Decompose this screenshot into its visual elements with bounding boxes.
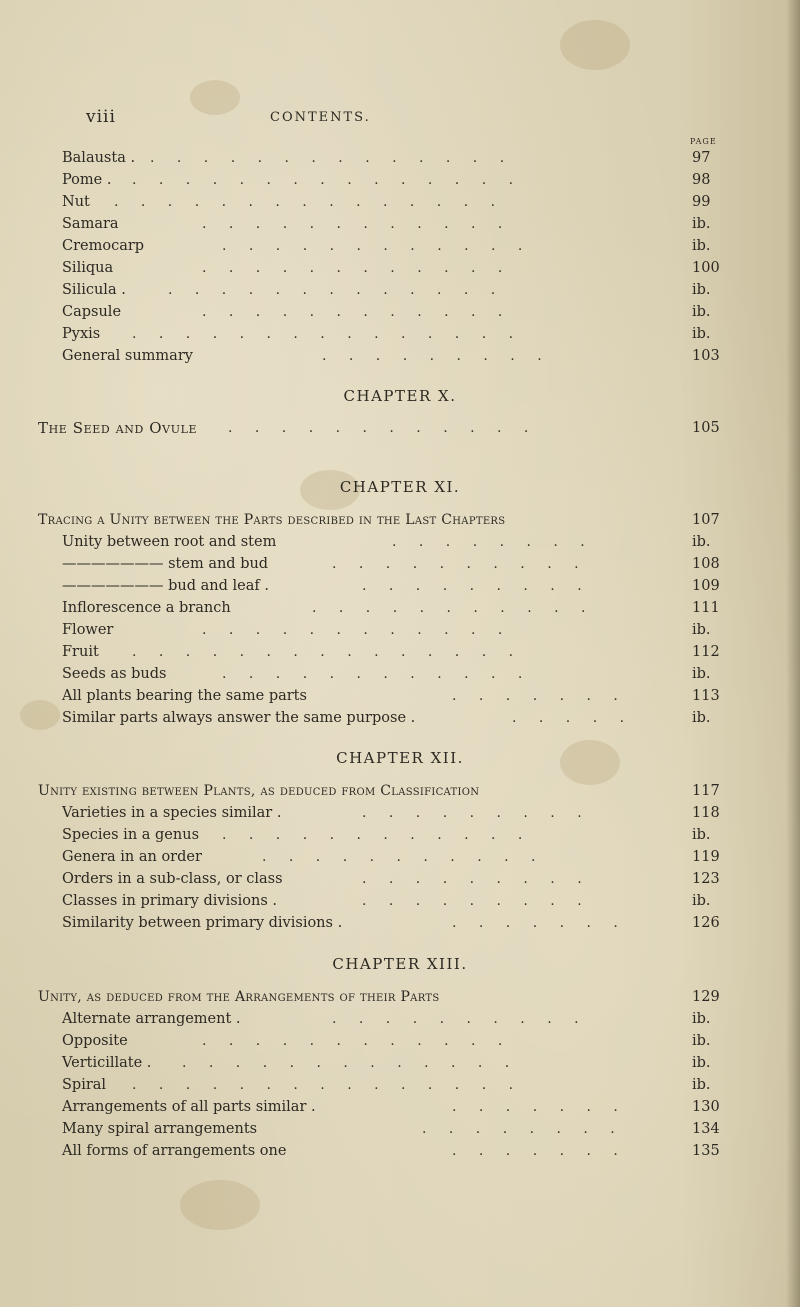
entry-page: ib. — [692, 1011, 711, 1027]
entry-page: 126 — [692, 915, 720, 931]
entry-page: 113 — [692, 688, 720, 704]
entry-page: 111 — [692, 600, 720, 616]
entry-page: ib. — [692, 238, 711, 254]
entry-label: Cremocarp — [62, 238, 145, 254]
leader-dots: . . . . . . . . . . . . . . . — [132, 172, 523, 188]
entry-page: ib. — [692, 1077, 711, 1093]
entry-page: ib. — [692, 326, 711, 342]
entry-label: Verticillate . — [62, 1055, 152, 1071]
running-title: CONTENTS. — [270, 110, 371, 125]
leader-dots: . . . . . . . . . — [362, 805, 591, 821]
entry-page: 135 — [692, 1143, 720, 1159]
entry-label: Fruit — [62, 644, 99, 660]
entry-label: Unity between root and stem — [62, 534, 277, 550]
entry-page: 119 — [692, 849, 720, 865]
leader-dots: . . . . . — [512, 710, 634, 726]
leader-dots: . . . . . . . . . . . . — [202, 260, 512, 276]
leader-dots: . . . . . . . . . . . . — [202, 304, 512, 320]
entry-label: Siliqua — [62, 260, 114, 276]
page-column-label: PAGE — [690, 137, 717, 146]
toc-entry — [62, 1119, 762, 1139]
toc-entry — [62, 1075, 762, 1095]
toc-entry — [62, 1097, 762, 1117]
entry-label: Nut — [62, 194, 90, 210]
entry-page: 109 — [692, 578, 720, 594]
toc-entry — [62, 803, 762, 823]
entry-label: Many spiral arrangements — [62, 1121, 258, 1137]
leader-dots: . . . . . . . . . . — [332, 556, 588, 572]
entry-page: ib. — [692, 710, 711, 726]
toc-entry — [62, 1031, 762, 1051]
foxing-spot — [180, 1180, 260, 1230]
leader-dots: . . . . . . . . . . . . — [222, 666, 532, 682]
chapter-heading: CHAPTER X. — [343, 387, 457, 405]
chapter-page: 107 — [692, 512, 720, 528]
leader-dots: . . . . . . . — [452, 1143, 627, 1159]
chapter-page: 117 — [692, 783, 720, 799]
entry-label: Flower — [62, 622, 114, 638]
toc-entry — [62, 192, 762, 212]
toc-entry — [62, 324, 762, 344]
leader-row — [38, 418, 778, 438]
toc-entry — [62, 620, 762, 640]
leader-dots: . . . . . . . — [452, 688, 627, 704]
chapter-heading: CHAPTER XIII. — [332, 955, 468, 973]
chapter-heading: CHAPTER XII. — [336, 749, 464, 767]
leader-dots: . . . . . . . . . . . . . . . — [132, 326, 523, 342]
entry-page: 112 — [692, 644, 720, 660]
entry-page: ib. — [692, 534, 711, 550]
toc-entry — [62, 1141, 762, 1161]
entry-label: All plants bearing the same parts — [62, 688, 307, 704]
entry-label: Inflorescence a branch — [62, 600, 231, 616]
toc-entry — [62, 598, 762, 618]
entry-label: ——————— stem and bud — [62, 556, 269, 572]
entry-label: Alternate arrangement . — [62, 1011, 241, 1027]
entry-label: Classes in primary divisions . — [62, 893, 278, 909]
page-edge-shadow — [786, 0, 800, 1307]
leader-dots: . . . . . . . . . . . . . — [168, 282, 505, 298]
leader-dots: . . . . . . . . . — [362, 871, 591, 887]
entry-page: 108 — [692, 556, 720, 572]
entry-page: ib. — [692, 1055, 711, 1071]
entry-label: Samara — [62, 216, 119, 232]
entry-label: Similar parts always answer the same purpose . — [62, 710, 416, 726]
toc-entry — [62, 236, 762, 256]
leader-dots: . . . . . . . . . . . . — [202, 216, 512, 232]
entry-page: 118 — [692, 805, 720, 821]
entry-page: ib. — [692, 666, 711, 682]
toc-entry — [62, 214, 762, 234]
leader-dots: . . . . . . . — [452, 1099, 627, 1115]
entry-label: Species in a genus — [62, 827, 200, 843]
entry-page: 98 — [692, 172, 711, 188]
toc-entry — [62, 554, 762, 574]
leader-dots: . . . . . . . . . . . . — [222, 827, 532, 843]
entry-label: Pome . — [62, 172, 112, 188]
foxing-spot — [560, 20, 630, 70]
leader-dots: . . . . . . . . . . . . . . . — [132, 1077, 523, 1093]
entry-page: ib. — [692, 304, 711, 320]
leader-dots: . . . . . . . . . . . . — [228, 420, 538, 436]
toc-entry — [62, 825, 762, 845]
toc-entry — [62, 869, 762, 889]
entry-page: ib. — [692, 622, 711, 638]
entry-label: Opposite — [62, 1033, 128, 1049]
entry-label: Genera in an order — [62, 849, 202, 865]
leader-dots: . . . . . . . . . . — [332, 1011, 588, 1027]
leader-dots: . . . . . . . . . . . . . . . — [132, 644, 523, 660]
entry-label: Varieties in a species similar . — [62, 805, 282, 821]
toc-entry — [62, 346, 762, 366]
entry-page: ib. — [692, 282, 711, 298]
leader-dots: . . . . . . . . . . . . . — [182, 1055, 519, 1071]
entry-label: General summary — [62, 348, 193, 364]
leader-dots: . . . . . . . . . . . . — [222, 238, 532, 254]
toc-entry — [62, 258, 762, 278]
page-number: viii — [86, 107, 116, 127]
leader-dots: . . . . . . . . . — [322, 348, 551, 364]
entry-label: Capsule — [62, 304, 122, 320]
entry-label: All forms of arrangements one — [62, 1143, 287, 1159]
chapter-title: Unity, as deduced from the Arrangements of their Parts — [38, 989, 440, 1005]
toc-entry — [62, 1009, 762, 1029]
leader-dots: . . . . . . . . . — [362, 893, 591, 909]
leader-dots: . . . . . . . . . — [362, 578, 591, 594]
toc-entry — [62, 891, 762, 911]
entry-page: ib. — [692, 1033, 711, 1049]
chapter-page: 129 — [692, 989, 720, 1005]
leader-dots: . . . . . . . . — [392, 534, 594, 550]
leader-dots: . . . . . . . . . . . — [312, 600, 595, 616]
entry-label: Silicula . — [62, 282, 126, 298]
entry-page: 134 — [692, 1121, 720, 1137]
entry-page: ib. — [692, 216, 711, 232]
leader-dots: . . . . . . . . — [422, 1121, 624, 1137]
toc-entry — [62, 1053, 762, 1073]
foxing-spot — [20, 700, 60, 730]
toc-entry — [62, 532, 762, 552]
entry-label: Pyxis — [62, 326, 101, 342]
running-head — [0, 107, 800, 129]
entry-label: Arrangements of all parts similar . — [62, 1099, 316, 1115]
chapter-title: Tracing a Unity between the Parts described in the Last Chapters — [38, 512, 506, 528]
entry-page: ib. — [692, 893, 711, 909]
entry-page: 99 — [692, 194, 711, 210]
chapter-heading: CHAPTER XI. — [339, 478, 461, 496]
leader-dots: . . . . . . . . . . . . . . . — [114, 194, 505, 210]
toc-entry — [62, 847, 762, 867]
leader-dots: . . . . . . . . . . . . . . — [150, 150, 514, 166]
entry-page: 103 — [692, 348, 720, 364]
entry-label: Spiral — [62, 1077, 107, 1093]
toc-entry — [62, 280, 762, 300]
leader-dots: . . . . . . . . . . . . — [202, 1033, 512, 1049]
leader-dots: . . . . . . . . . . . . — [202, 622, 512, 638]
leader-dots: . . . . . . . — [452, 915, 627, 931]
entry-page: 130 — [692, 1099, 720, 1115]
entry-label: Orders in a sub-class, or class — [62, 871, 283, 887]
entry-page: 100 — [692, 260, 720, 276]
toc-entry — [62, 664, 762, 684]
entry-page: 123 — [692, 871, 720, 887]
entry-page: 97 — [692, 150, 711, 166]
entry-label: ——————— bud and leaf . — [62, 578, 269, 594]
entry-label: Balausta . — [62, 150, 136, 166]
chapter-page: 105 — [692, 420, 720, 436]
leader-dots: . . . . . . . . . . . — [262, 849, 545, 865]
toc-entry — [62, 148, 762, 168]
entry-page: ib. — [692, 827, 711, 843]
chapter-title: Unity existing between Plants, as deduced from Classification — [38, 783, 480, 799]
toc-entry — [62, 913, 762, 933]
toc-entry — [62, 576, 762, 596]
toc-entry — [62, 302, 762, 322]
toc-entry — [62, 686, 762, 706]
chapter-title: The Seed and Ovule — [38, 419, 198, 437]
entry-label: Similarity between primary divisions . — [62, 915, 343, 931]
toc-entry — [62, 170, 762, 190]
toc-entry — [62, 708, 762, 728]
toc-entry — [62, 642, 762, 662]
entry-label: Seeds as buds — [62, 666, 167, 682]
